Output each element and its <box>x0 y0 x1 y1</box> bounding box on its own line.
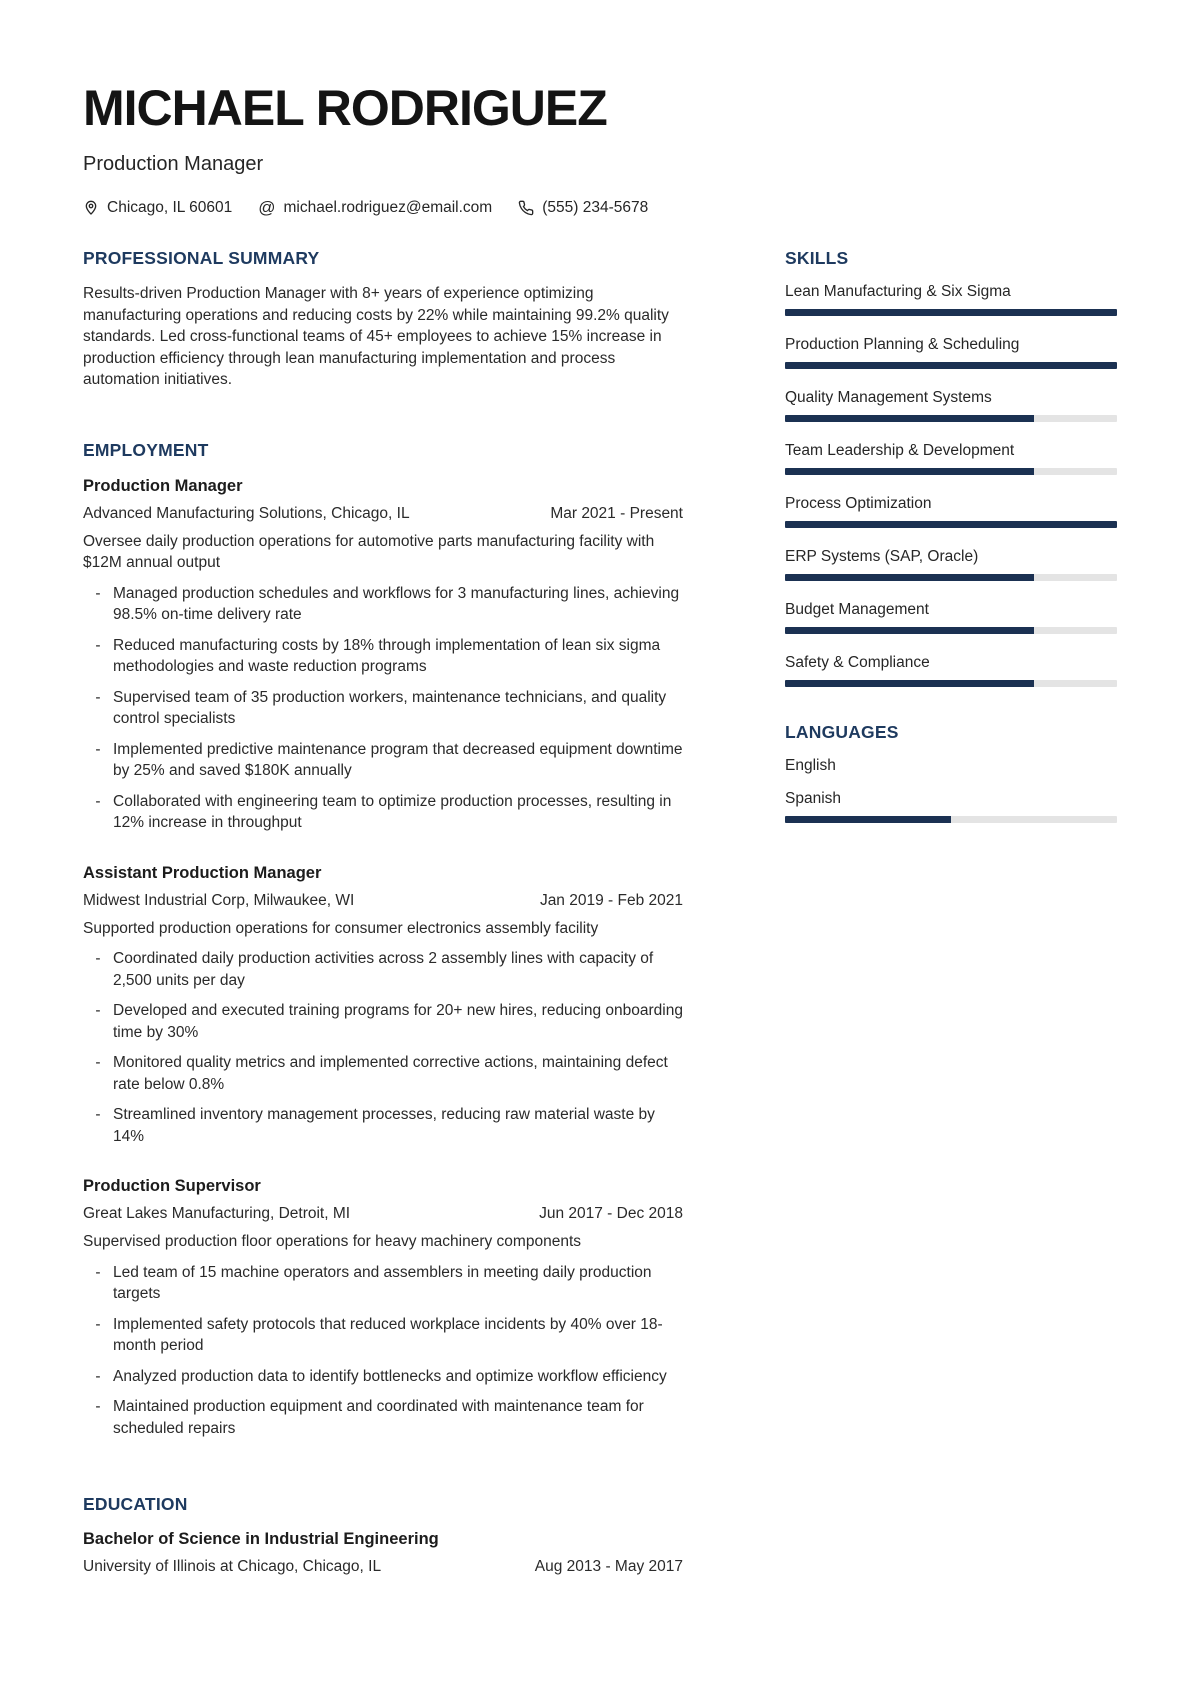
bullet-text: Managed production schedules and workflows for 3 manufacturing lines, achieving 98.5% on-time delivery rate <box>113 584 680 623</box>
skill-bar-track <box>785 309 1117 316</box>
skill-item <box>785 548 1117 581</box>
sidebar-column <box>785 248 1117 823</box>
skill-item <box>785 283 1117 316</box>
bullet-text: Maintained production equipment and coordinated with maintenance team for scheduled repairs <box>113 1398 644 1437</box>
skill-bar-track <box>785 680 1117 687</box>
bullet-dash: - <box>95 1315 101 1333</box>
skill-bar-track <box>785 362 1117 369</box>
job-intro: Supported production operations for consumer electronics assembly facility <box>83 919 599 937</box>
skill-item <box>785 495 1117 528</box>
resume-header <box>83 80 1117 218</box>
summary-section <box>83 248 683 391</box>
job-meta-row <box>83 1205 683 1223</box>
bullet-dash: - <box>95 636 101 654</box>
skill-item <box>785 654 1117 687</box>
candidate-job-title: Production Manager <box>83 153 264 175</box>
bullet-text: Developed and executed training programs for 20+ new hires, reducing onboarding time by 30% <box>113 1002 683 1041</box>
bullet-text: Collaborated with engineering team to optimize production processes, resulting in 12% increase in throughput <box>113 792 672 831</box>
candidate-name: MICHAEL RODRIGUEZ <box>83 80 607 136</box>
contact-location <box>83 199 232 217</box>
job-bullet <box>83 1396 683 1439</box>
job-bullet <box>83 1000 683 1043</box>
skill-label: Quality Management Systems <box>785 389 992 406</box>
bullet-dash: - <box>95 740 101 758</box>
job-bullet <box>83 1314 683 1357</box>
bullet-text: Monitored quality metrics and implemented corrective actions, maintaining defect rate below 0.8% <box>113 1054 668 1093</box>
bullet-text: Led team of 15 machine operators and assemblers in meeting daily production targets <box>113 1263 652 1302</box>
job-bullet <box>83 687 683 730</box>
skill-label: ERP Systems (SAP, Oracle) <box>785 548 979 565</box>
job-bullet <box>83 583 683 626</box>
skill-label: Safety & Compliance <box>785 654 930 671</box>
job-entry-title: Assistant Production Manager <box>83 863 322 882</box>
summary-heading: PROFESSIONAL SUMMARY <box>83 248 320 268</box>
skills-heading: SKILLS <box>785 248 849 268</box>
employment-heading: EMPLOYMENT <box>83 439 209 460</box>
language-label: English <box>785 757 836 774</box>
skill-item <box>785 601 1117 634</box>
job-bullet <box>83 1104 683 1147</box>
skill-bar-fill <box>785 362 1117 369</box>
bullet-dash: - <box>95 950 101 967</box>
skill-label: Lean Manufacturing & Six Sigma <box>785 283 1011 300</box>
languages-heading: LANGUAGES <box>785 722 899 742</box>
job-bullets <box>83 1262 683 1440</box>
languages-section <box>785 722 1117 823</box>
skill-label: Team Leadership & Development <box>785 442 1015 459</box>
job-dates: Mar 2021 - Present <box>550 504 683 522</box>
bullet-text: Supervised team of 35 production workers, maintenance technicians, and quality control specialists <box>113 688 667 727</box>
contact-phone <box>518 199 648 217</box>
job-entry-title: Production Supervisor <box>83 1177 261 1195</box>
skill-bar-fill <box>785 415 1034 422</box>
phone-icon <box>518 200 534 216</box>
job-dates: Jan 2019 - Feb 2021 <box>539 891 683 909</box>
job-list <box>83 477 683 1440</box>
language-item <box>785 790 1117 823</box>
job-entry <box>83 1177 683 1439</box>
job-dates: Jun 2017 - Dec 2018 <box>539 1205 683 1222</box>
contact-email-text: michael.rodriguez@email.com <box>283 199 493 216</box>
education-dates: Aug 2013 - May 2017 <box>534 1558 683 1575</box>
job-company: Advanced Manufacturing Solutions, Chicago, IL <box>83 504 410 522</box>
job-company: Midwest Industrial Corp, Milwaukee, WI <box>83 891 355 909</box>
job-company: Great Lakes Manufacturing, Detroit, MI <box>83 1205 351 1222</box>
job-bullet <box>83 791 683 834</box>
language-bar-fill <box>785 816 951 823</box>
job-entry <box>83 477 683 834</box>
bullet-dash: - <box>95 1367 101 1385</box>
job-bullet <box>83 635 683 678</box>
main-column <box>83 248 683 1576</box>
bullet-dash: - <box>95 1263 101 1281</box>
bullet-dash: - <box>95 584 101 602</box>
skill-bar-track <box>785 574 1117 581</box>
location-pin-icon <box>83 200 99 216</box>
job-bullet <box>83 1052 683 1095</box>
skill-item <box>785 442 1117 475</box>
skill-bar-fill <box>785 680 1034 687</box>
bullet-text: Analyzed production data to identify bottlenecks and optimize workflow efficiency <box>113 1367 667 1385</box>
language-list <box>785 757 1117 823</box>
contact-phone-text: (555) 234-5678 <box>542 199 649 216</box>
education-section <box>83 1494 683 1576</box>
job-intro: Oversee daily production operations for automotive parts manufacturing facility with $12M annual output <box>83 532 655 571</box>
degree: Bachelor of Science in Industrial Engineering <box>83 1530 439 1548</box>
language-bar-track <box>785 816 1117 823</box>
skill-label: Production Planning & Scheduling <box>785 336 1020 353</box>
skill-item <box>785 336 1117 369</box>
skill-bar-track <box>785 415 1117 422</box>
job-meta-row <box>83 892 683 910</box>
bullet-dash: - <box>95 792 101 810</box>
skill-bar-fill <box>785 627 1034 634</box>
bullet-text: Reduced manufacturing costs by 18% through implementation of lean six sigma methodologies and waste reduction programs <box>113 636 661 675</box>
language-label: Spanish <box>785 790 842 807</box>
bullet-dash: - <box>95 1398 101 1415</box>
skill-bar-fill <box>785 574 1034 581</box>
skill-item <box>785 389 1117 422</box>
bullet-text: Implemented safety protocols that reduced workplace incidents by 40% over 18-month period <box>113 1315 663 1354</box>
skill-label: Process Optimization <box>785 495 932 512</box>
job-bullet <box>83 739 683 782</box>
bullet-text: Implemented predictive maintenance program that decreased equipment downtime by 25% and saved $180K annually <box>113 740 683 779</box>
job-bullets <box>83 583 683 834</box>
bullet-dash: - <box>95 1054 101 1071</box>
education-meta-row <box>83 1558 683 1576</box>
job-meta-row <box>83 505 683 523</box>
bullet-dash: - <box>95 1106 101 1123</box>
language-item <box>785 757 1117 775</box>
job-entry <box>83 864 683 1148</box>
skill-bar-fill <box>785 468 1034 475</box>
job-intro: Supervised production floor operations for heavy machinery components <box>83 1233 581 1250</box>
job-bullet <box>83 1262 683 1305</box>
summary-text: Results-driven Production Manager with 8+ years of experience optimizing manufacturing operations and reducing costs by 22% while maintaining 99.2% quality standards. Led cross-functional teams of 45+ employees to achieve 15% increase in production efficiency through lean manufacturing implementation and process automation initiatives. <box>83 285 669 388</box>
contact-email <box>258 198 492 218</box>
at-icon: @ <box>258 198 276 217</box>
skill-list <box>785 283 1117 687</box>
job-bullet <box>83 948 683 991</box>
contact-location-text: Chicago, IL 60601 <box>107 199 233 216</box>
bullet-text: Streamlined inventory management processes, reducing raw material waste by 14% <box>113 1106 655 1145</box>
skill-label: Budget Management <box>785 601 929 618</box>
skill-bar-track <box>785 627 1117 634</box>
bullet-dash: - <box>95 1002 101 1019</box>
skills-section <box>785 248 1117 687</box>
skill-bar-track <box>785 521 1117 528</box>
education-heading: EDUCATION <box>83 1494 188 1514</box>
skill-bar-fill <box>785 309 1117 316</box>
skill-bar-track <box>785 468 1117 475</box>
bullet-dash: - <box>95 688 101 706</box>
job-bullet <box>83 1366 683 1388</box>
school: University of Illinois at Chicago, Chicago, IL <box>83 1558 382 1575</box>
employment-section <box>83 440 683 1440</box>
bullet-text: Coordinated daily production activities across 2 assembly lines with capacity of 2,500 units per day <box>113 950 654 989</box>
job-entry-title: Production Manager <box>83 476 243 495</box>
contact-row <box>83 198 1117 218</box>
job-bullets <box>83 948 683 1147</box>
skill-bar-fill <box>785 521 1117 528</box>
